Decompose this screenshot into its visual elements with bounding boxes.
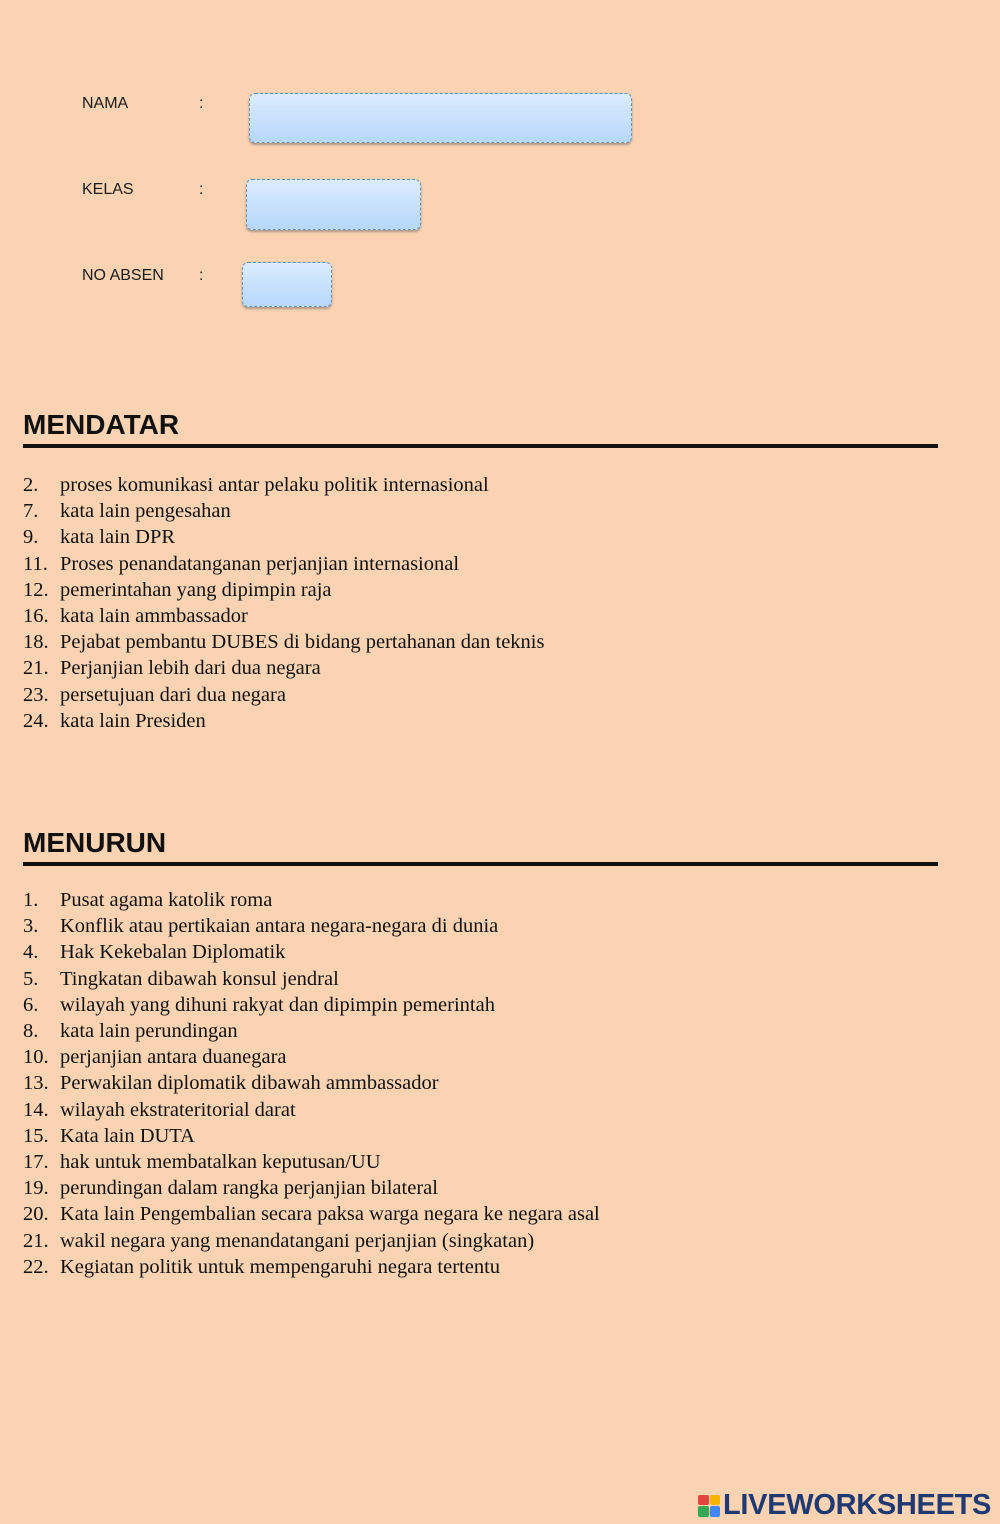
clue-text: Kegiatan politik untuk mempengaruhi negara tertentu xyxy=(60,1255,501,1278)
clue-text: wilayah ekstrateritorial darat xyxy=(60,1098,296,1121)
clue-number: 23. xyxy=(23,683,49,706)
clue-text: Proses penandatanganan perjanjian internasional xyxy=(60,552,460,575)
clue-number: 20. xyxy=(23,1203,49,1226)
clue-text: kata lain perundingan xyxy=(60,1020,238,1043)
clue-number: 13. xyxy=(23,1072,49,1095)
liveworksheets-logo xyxy=(698,1489,991,1522)
clue-item xyxy=(23,655,544,681)
menurun-divider xyxy=(23,862,938,866)
clue-text: Hak Kekebalan Diplomatik xyxy=(60,941,286,964)
logo-square-e xyxy=(710,1506,721,1517)
clue-item xyxy=(23,939,600,965)
clue-item xyxy=(23,629,544,655)
clue-number: 3. xyxy=(23,915,39,938)
clue-number: 22. xyxy=(23,1255,49,1278)
clue-text: Perjanjian lebih dari dua negara xyxy=(60,657,321,680)
clue-number: 11. xyxy=(23,552,48,575)
clue-item xyxy=(23,1123,600,1149)
clue-number: 12. xyxy=(23,578,49,601)
liveworksheets-wordmark: LIVEWORKSHEETS xyxy=(723,1489,992,1521)
clue-item xyxy=(23,524,544,550)
clue-item xyxy=(23,913,600,939)
logo-square-i xyxy=(710,1495,721,1506)
clue-item xyxy=(23,1018,600,1044)
menurun-clue-list xyxy=(23,887,600,1280)
clue-number: 24. xyxy=(23,709,49,732)
clue-text: Pejabat pembantu DUBES di bidang pertahanan dan teknis xyxy=(60,631,545,654)
clue-text: wilayah yang dihuni rakyat dan dipimpin pemerintah xyxy=(60,993,495,1016)
clue-number: 21. xyxy=(23,657,49,680)
clue-item xyxy=(23,1254,600,1280)
clue-number: 8. xyxy=(23,1020,39,1043)
clue-number: 10. xyxy=(23,1046,49,1069)
clue-number: 6. xyxy=(23,993,39,1016)
nama-label: NAMA xyxy=(82,95,129,112)
clue-item xyxy=(23,708,544,734)
clue-text: proses komunikasi antar pelaku politik internasional xyxy=(60,474,489,496)
clue-item xyxy=(23,1175,600,1201)
clue-item xyxy=(23,1044,600,1070)
mendatar-clue-list xyxy=(23,472,544,734)
menurun-heading: MENURUN xyxy=(23,827,167,858)
no-absen-input[interactable] xyxy=(242,262,332,307)
clue-text: Pusat agama katolik roma xyxy=(60,889,273,911)
clue-number: 7. xyxy=(23,500,39,523)
logo-square-l xyxy=(698,1495,709,1506)
clue-text: Kata lain DUTA xyxy=(60,1124,195,1147)
clue-text: Kata lain Pengembalian secara paksa warga negara ke negara asal xyxy=(60,1203,600,1226)
clue-number: 9. xyxy=(23,526,39,549)
clue-text: kata lain DPR xyxy=(60,526,176,549)
clue-number: 21. xyxy=(23,1229,49,1252)
clue-item xyxy=(23,498,544,524)
clue-text: perundingan dalam rangka perjanjian bilateral xyxy=(60,1177,438,1200)
clue-text: hak untuk membatalkan keputusan/UU xyxy=(60,1151,381,1174)
clue-number: 14. xyxy=(23,1098,49,1121)
mendatar-heading: MENDATAR xyxy=(23,409,180,440)
clue-number: 18. xyxy=(23,631,49,654)
clue-item xyxy=(23,682,544,708)
clue-text: wakil negara yang menandatangani perjanjian (singkatan) xyxy=(60,1229,535,1252)
clue-item xyxy=(23,887,600,913)
clue-number: 2. xyxy=(23,474,39,496)
clue-item xyxy=(23,603,544,629)
clue-item xyxy=(23,1070,600,1096)
kelas-label: KELAS xyxy=(82,181,134,198)
nama-colon: : xyxy=(199,95,204,112)
clue-text: Tingkatan dibawah konsul jendral xyxy=(60,967,339,990)
clue-text: kata lain ammbassador xyxy=(60,605,248,628)
clue-text: kata lain pengesahan xyxy=(60,500,231,523)
clue-text: Konflik atau pertikaian antara negara-negara di dunia xyxy=(60,915,499,938)
clue-text: pemerintahan yang dipimpin raja xyxy=(60,578,332,601)
clue-number: 16. xyxy=(23,605,49,628)
clue-number: 19. xyxy=(23,1177,49,1200)
clue-item xyxy=(23,1228,600,1254)
nama-input[interactable] xyxy=(249,93,632,143)
clue-number: 15. xyxy=(23,1124,49,1147)
clue-item xyxy=(23,992,600,1018)
clue-item xyxy=(23,577,544,603)
clue-item xyxy=(23,551,544,577)
liveworksheets-logo-icon xyxy=(698,1495,720,1517)
clue-item xyxy=(23,966,600,992)
clue-item xyxy=(23,1097,600,1123)
clue-number: 4. xyxy=(23,941,39,964)
clue-item xyxy=(23,1149,600,1175)
no-absen-colon: : xyxy=(199,267,204,284)
mendatar-divider xyxy=(23,444,938,448)
clue-number: 17. xyxy=(23,1151,49,1174)
clue-number: 5. xyxy=(23,967,39,990)
kelas-colon: : xyxy=(199,181,204,198)
clue-text: kata lain Presiden xyxy=(60,709,206,732)
clue-text: persetujuan dari dua negara xyxy=(60,683,286,706)
logo-square-v xyxy=(698,1506,709,1517)
clue-item xyxy=(23,1201,600,1227)
clue-text: perjanjian antara duanegara xyxy=(60,1046,287,1069)
no-absen-label: NO ABSEN xyxy=(82,267,164,284)
clue-item xyxy=(23,472,544,498)
clue-text: Perwakilan diplomatik dibawah ammbassador xyxy=(60,1072,439,1095)
clue-number: 1. xyxy=(23,889,39,911)
kelas-input[interactable] xyxy=(246,179,421,230)
